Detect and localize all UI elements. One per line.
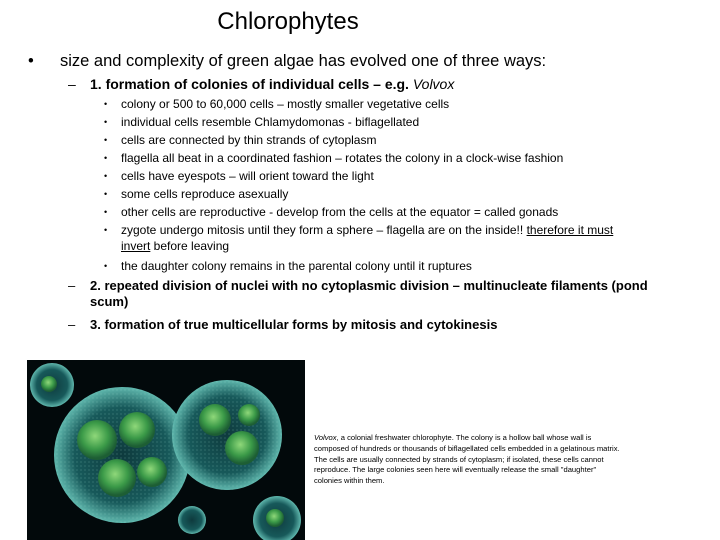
caption-species: Volvox [314,433,337,442]
bullet-marker: • [104,117,108,127]
list-item-text [121,222,661,254]
list-item-text: cells have eyespots – will orient toward the light [121,169,374,183]
dash-marker: – [68,278,76,293]
bullet-marker: • [104,189,108,199]
sub-point-3-text: 3. formation of true multicellular forms by mitosis and cytokinesis [90,317,498,332]
dash-marker: – [68,76,76,92]
bullet-marker: • [104,171,108,181]
list-item-text: some cells reproduce asexually [121,187,289,201]
dash-marker: – [68,317,76,332]
colony-right [172,380,282,490]
list-item-text: cells are connected by thin strands of cytoplasm [121,133,377,147]
sub-point-1 [68,76,454,92]
bullet-marker: • [104,153,108,163]
image-caption [314,433,624,487]
list-item-text: other cells are reproductive - develop from the cells at the equator = called gonads [121,205,559,219]
main-bullet [28,52,546,71]
bullet-marker: • [104,261,108,271]
bullet-marker: • [104,135,108,145]
sub-point-1-text: 1. formation of colonies of individual cells – e.g. [90,76,413,92]
volvox-micrograph [27,360,305,540]
volvox-illustration [27,360,305,540]
bullet-marker: • [104,225,108,235]
list-item-text: colony or 500 to 60,000 cells – mostly smaller vegetative cells [121,97,450,111]
list-item-text: flagella all beat in a coordinated fashion – rotates the colony in a clock-wise fashion [121,151,564,165]
zygote-underline-2: invert [121,239,151,253]
bullet-marker: • [104,99,108,109]
bullet-marker: • [28,52,34,70]
slide-title: Chlorophytes [217,8,359,35]
sub-point-2-text: 2. repeated division of nuclei with no cytoplasmic division – multinucleate filaments (pond scum) [90,278,648,309]
list-item-text: individual cells resemble Chlamydomonas - biflagellated [121,115,420,129]
zygote-underline-1: therefore it must [526,223,614,237]
bullet-marker: • [104,207,108,217]
caption-text: , a colonial freshwater chlorophyte. The colony is a hollow ball whose wall is composed of hundreds or thousands of biflagellated cells embedded in a gelatinous matrix. The cells are usually connected by strands of cytoplasm; if isolated, these cells cannot reproduce. The large colonies seen here will eventually release the small "daughter" colonies within them. [314,433,620,486]
sub-point-1-example: Volvox [412,76,455,92]
colony-large [54,387,190,523]
main-bullet-text: size and complexity of green algae has evolved one of three ways: [60,52,547,70]
list-item-text: the daughter colony remains in the parental colony until it ruptures [121,259,472,273]
zygote-tail: before leaving [150,239,230,253]
zygote-text: zygote undergo mitosis until they form a sphere – flagella are on the inside!! [121,223,527,237]
